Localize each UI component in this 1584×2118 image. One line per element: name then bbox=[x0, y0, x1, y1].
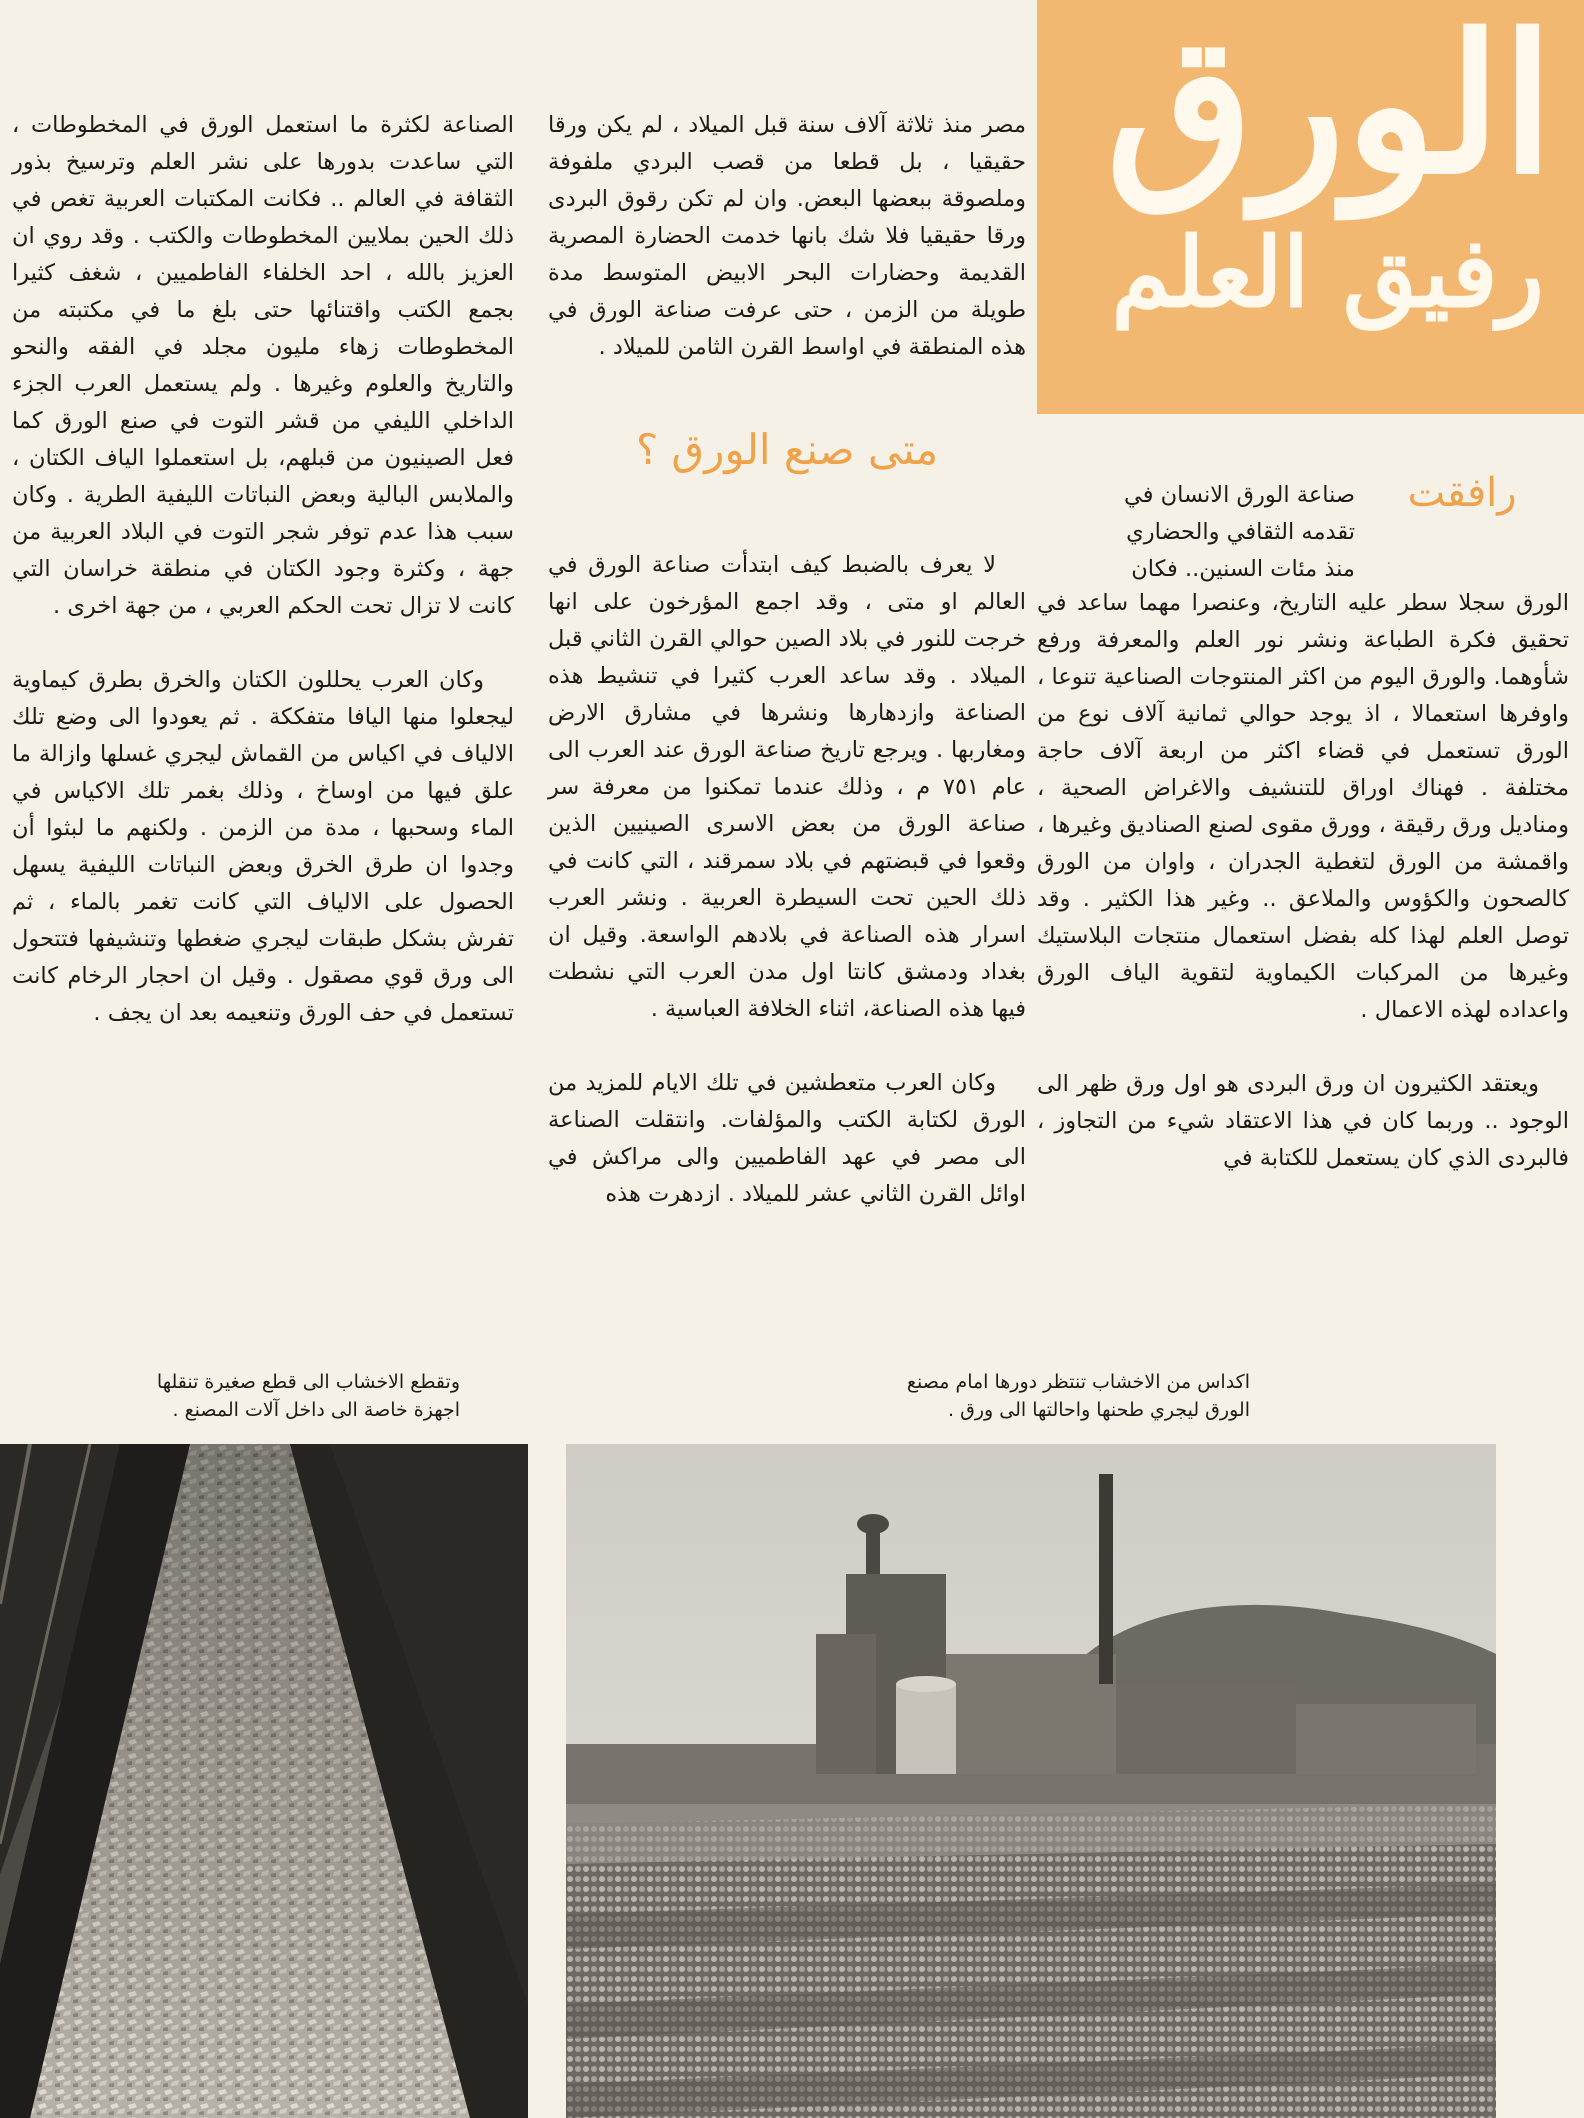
caption-factory: اكداس من الاخشاب تنتظر دورها امام مصنع الورق ليجري طحنها واحالتها الى ورق . bbox=[906, 1371, 1250, 1421]
paragraph: لا يعرف بالضبط كيف ابتدأت صناعة الورق في العالم او متى ، وقد اجمع المؤرخون على انها خرجت للنور في بلاد الصين حوالي القرن الثاني قبل الميلاد . وقد ساعد العرب كثيرا في تنشيط هذه الصناعة وازدهارها ونشرها في مشارق الارض ومغاربها . ويرجع تاريخ صناعة الورق عند العرب الى عام ٧٥١ م ، وذلك عندما تمكنوا من معرفة سر صناعة الورق من بعض الاسرى الصينيين الذين وقعوا في قبضتهم في بلاد سمرقند ، التي كانت في ذلك الحين تحت السيطرة العربية . ونشر العرب اسرار هذه الصناعة في بلادهم الواسعة. وقيل ان بغداد ودمشق كانتا اول مدن العرب التي نشطت فيها هذه الصناعة، اثناء الخلافة العباسية . bbox=[548, 552, 1026, 1022]
article-title: الورق bbox=[1105, 0, 1554, 216]
photo-paper-factory bbox=[566, 1444, 1496, 2118]
paragraph: صناعة الورق الانسان في تقدمه الثقافي والحضاري منذ مئات السنين.. فكان bbox=[1123, 482, 1355, 582]
paragraph: مصر منذ ثلاثة آلاف سنة قبل الميلاد ، لم يكن ورقا حقيقيا ، بل قطعا من قصب البردي ملفوفة وملصوقة ببعضها البعض. وان لم تكن رقوق البردى ورقا حقيقيا فلا شك بانها خدمت الحضارة المصرية القديمة وحضارات البحر الابيض المتوسط مدة طويلة من الزمن ، حتى عرفت صناعة الورق في هذه المنطقة في اواسط القرن الثامن للميلاد . bbox=[548, 112, 1026, 360]
conveyor-illustration bbox=[0, 1444, 528, 2118]
factory-chimney bbox=[1099, 1474, 1113, 1684]
middle-column-top bbox=[548, 70, 1026, 410]
caption-wood-chips: وتقطع الاخشاب الى قطع صغيرة تنقلها اجهزة خاصة الى داخل آلات المصنع . bbox=[156, 1371, 460, 1421]
factory-illustration bbox=[566, 1444, 1496, 2118]
paragraph: وكان العرب متعطشين في تلك الايام للمزيد من الورق لكتابة الكتب والمؤلفات. وانتقلت الصناعة الى مصر في عهد الفاطميين والى مراكش في اوائل القرن الثاني عشر للميلاد . ازدهرت هذه bbox=[548, 1070, 1026, 1207]
right-column bbox=[1037, 548, 1569, 1318]
article-subtitle: رفيق العلم bbox=[1111, 216, 1544, 329]
paragraph: الورق سجلا سطر عليه التاريخ، وعنصرا مهما ساعد في تحقيق فكرة الطباعة ونشر نور العلم والمعرفة ورفع شأوهما. والورق اليوم من اكثر المنتوجات الصناعية تنوعا ، واوفرها استعمالا ، اذ يوجد حوالي ثمانية آلاف نوع من الورق تستعمل في قضاء اكثر من اربعة آلاف حاجة مختلفة . فهناك اوراق للتنشيف والاغراض الصحية ، ومناديل ورق رقيقة ، وورق مقوى لصنع الصناديق وغيرها ، واقمشة من الورق لتغطية الجدران ، واوان من الورق كالصحون والكؤوس والملاعق .. وغير هذا الكثير . وقد توصل العلم لهذا كله بفضل استعمال منتجات البلاستيك وغيرها من المركبات الكيماوية لتقوية الياف الورق واعداده لهذه الاعمال . bbox=[1037, 590, 1569, 1023]
byline-word: رافقت bbox=[1407, 470, 1517, 516]
paragraph: وكان العرب يحللون الكتان والخرق بطرق كيماوية ليجعلوا منها اليافا متفككة . ثم يعودوا الى وضع تلك الالياف في اكياس من القماش ليجري غسلها وازالة ما علق فيها من اوساخ ، وذلك بغمر تلك الاكياس في الماء وسحبها ، مدة من الزمن . ولكنهم ما لبثوا أن وجدوا ان طرق الخرق وبعض النباتات الليفية يسهل الحصول على الالياف التي كانت تغمر بالماء ، ثم تفرش بشكل طبقات ليجري ضغطها وتنشيفها فتتحول الى ورق قوي مصقول . وقيل ان احجار الرخام كانت تستعمل في حف الورق وتنعيمه بعد ان يجف . bbox=[12, 667, 514, 1026]
photo-wood-chips-conveyor bbox=[0, 1444, 528, 2118]
middle-column bbox=[548, 510, 1026, 1320]
paragraph: ويعتقد الكثيرون ان ورق البردى هو اول ورق ظهر الى الوجود .. وربما كان في هذا الاعتقاد شيء من التجاوز ، فالبردى الذي كان يستعمل للكتابة في bbox=[1037, 1071, 1569, 1171]
section-heading: متى صنع الورق ؟ bbox=[635, 425, 939, 474]
paragraph: الصناعة لكثرة ما استعمل الورق في المخطوطات ، التي ساعدت بدورها على نشر العلم وترسيخ بذور الثقافة في العالم .. فكانت المكتبات العربية تغص في ذلك الحين بملايين المخطوطات والكتب . وقد روي ان العزيز بالله ، احد الخلفاء الفاطميين ، شغف كثيرا بجمع الكتب واقتنائها حتى بلغ ما في مكتبته من المخطوطات زهاء مليون مجلد في الفقه والنحو والتاريخ والعلوم وغيرها . ولم يستعمل العرب الجزء الداخلي الليفي من قشر التوت في صنع الورق كما فعل الصينيون من قبلهم، بل استعملوا الياف الكتان ، والملابس البالية وبعض النباتات الليفية الطرية . وكان سبب هذا عدم توفر شجر التوت في البلاد العربية من جهة ، وكثرة وجود الكتان في منطقة خراسان التي كانت لا تزال تحت الحكم العربي ، من جهة اخرى . bbox=[12, 112, 514, 619]
title-block bbox=[1037, 0, 1584, 414]
left-column bbox=[12, 70, 514, 1320]
